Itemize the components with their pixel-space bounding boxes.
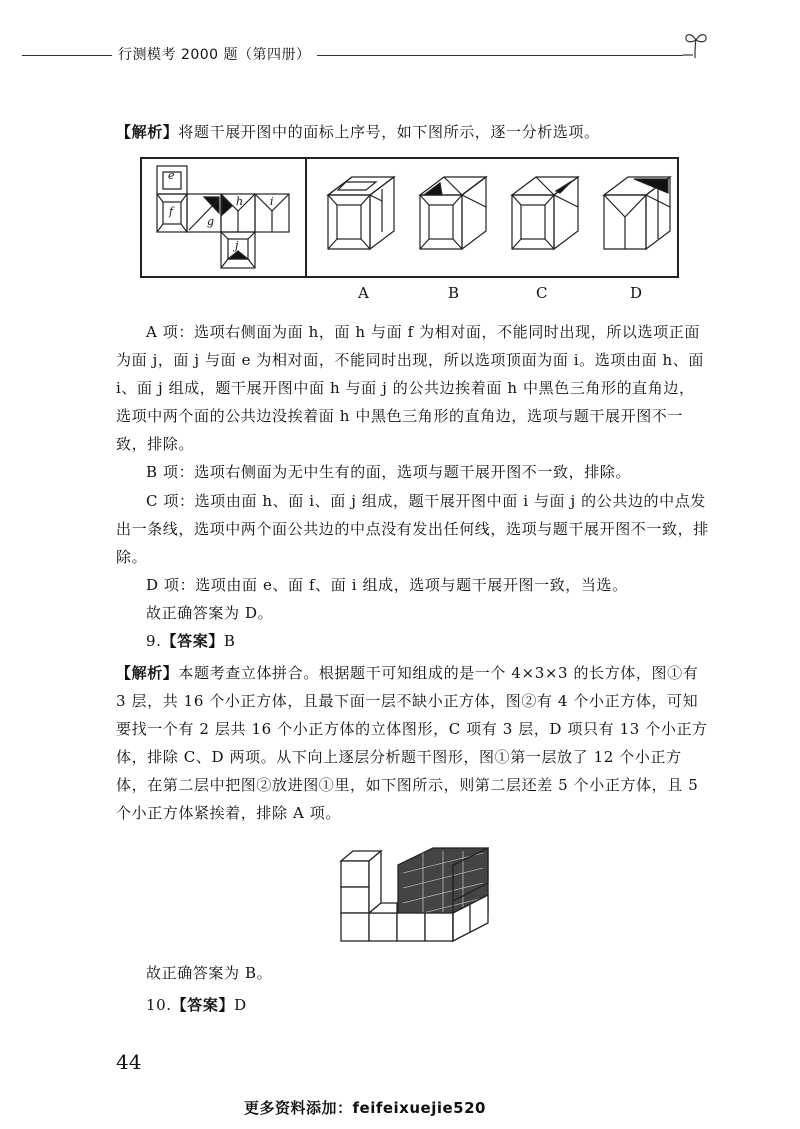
cube-net-diagram — [142, 159, 302, 276]
option-c-analysis: C 项：选项由面 h、面 i、面 j 组成，题干展开图中面 i 与面 j 的公共边的中点发出一条线，选项中两个面公共边的中点没有发出任何线，选项与题干展开图不一致，排除。 — [116, 492, 709, 566]
q9-number: 9. — [146, 632, 162, 650]
header-rule-left — [22, 55, 117, 56]
cube-option-b — [420, 177, 486, 249]
face-label-e: e — [168, 169, 175, 182]
q9-answer-line — [116, 627, 710, 655]
analysis-paragraph-1 — [116, 118, 710, 146]
cube-options-diagram — [308, 159, 678, 276]
q9-answer-label: 【答案】 — [161, 632, 224, 650]
cube-net-figure — [140, 157, 679, 278]
page-number: 44 — [116, 1050, 142, 1074]
option-label-a: A — [358, 284, 369, 302]
option-label-c: C — [536, 284, 548, 302]
analysis-label-2: 【解析】 — [116, 664, 179, 682]
face-label-g: g — [207, 215, 215, 228]
q10-answer: D — [234, 996, 247, 1014]
cube-option-c — [512, 177, 578, 249]
q10-number: 10. — [146, 996, 172, 1014]
option-label-d: D — [630, 284, 643, 302]
q10-answer-line — [116, 991, 710, 1019]
sprout-icon — [683, 30, 709, 60]
running-header-title: 行测模考 2000 题（第四册） — [112, 44, 317, 64]
analysis-paragraph-2 — [116, 659, 710, 827]
q10-answer-label: 【答案】 — [171, 996, 235, 1014]
face-label-f: f — [169, 205, 174, 218]
face-label-j: j — [235, 239, 239, 252]
conclusion-2: 故正确答案为 B。 — [146, 964, 273, 982]
conclusion-1: 故正确答案为 D。 — [146, 604, 274, 622]
option-b-analysis: B 项：选项右侧面为无中生有的面，选项与题干展开图不一致，排除。 — [146, 463, 631, 481]
face-label-i: i — [270, 195, 274, 208]
analysis-text: 将题干展开图中的面标上序号，如下图所示，逐一分析选项。 — [178, 123, 600, 141]
footer-note: 更多资料添加：feifeixuejie520 — [244, 1099, 486, 1117]
face-label-h: h — [236, 195, 244, 208]
q9-answer: B — [223, 632, 236, 650]
assembled-cubes-figure — [333, 843, 503, 948]
analysis-label: 【解析】 — [116, 123, 179, 141]
option-a-analysis: A 项：选项右侧面为面 h，面 h 与面 f 为相对面，不能同时出现，所以选项正面为面 j，面 j 与面 e 为相对面，不能同时出现，所以选项顶面为面 i。选项由面 h、面 i、面 j 组成，题干展开图中面 h 与面 j 的公共边挨着面 h 中黑色三角形的直角边，选项中两个面的公共边没挨着面 h 中黑色三角形的直角边，选项与题干展开图不一致，排除。 — [116, 323, 705, 453]
option-d-analysis: D 项：选项由面 e、面 f、面 i 组成，选项与题干展开图一致，当选。 — [146, 576, 628, 594]
option-label-b: B — [448, 284, 460, 302]
cube-option-d — [604, 177, 670, 249]
figure-divider — [305, 159, 307, 276]
header-rule-right — [290, 55, 683, 56]
analysis-text-2: 本题考查立体拼合。根据题干可知组成的是一个 4×3×3 的长方体，图①有 3 层，共 16 个小正方体，且最下面一层不缺小正方体，图②有 4 个小正方体，可知要找一个有 2 层共 16 个小正方体的立体图形，C 项有 3 层，D 项只有 13 个小正方体，排除 C、D 两项。从下向上逐层分析题干图形，图①第一层放了 12 个小正方体，在第二层中把图②放进图①里，如下图所示，则第二层还差 5 个小正方体，且 5 个小正方体紧挨着，排除 A 项。 — [116, 664, 708, 822]
cube-option-a — [328, 177, 394, 249]
